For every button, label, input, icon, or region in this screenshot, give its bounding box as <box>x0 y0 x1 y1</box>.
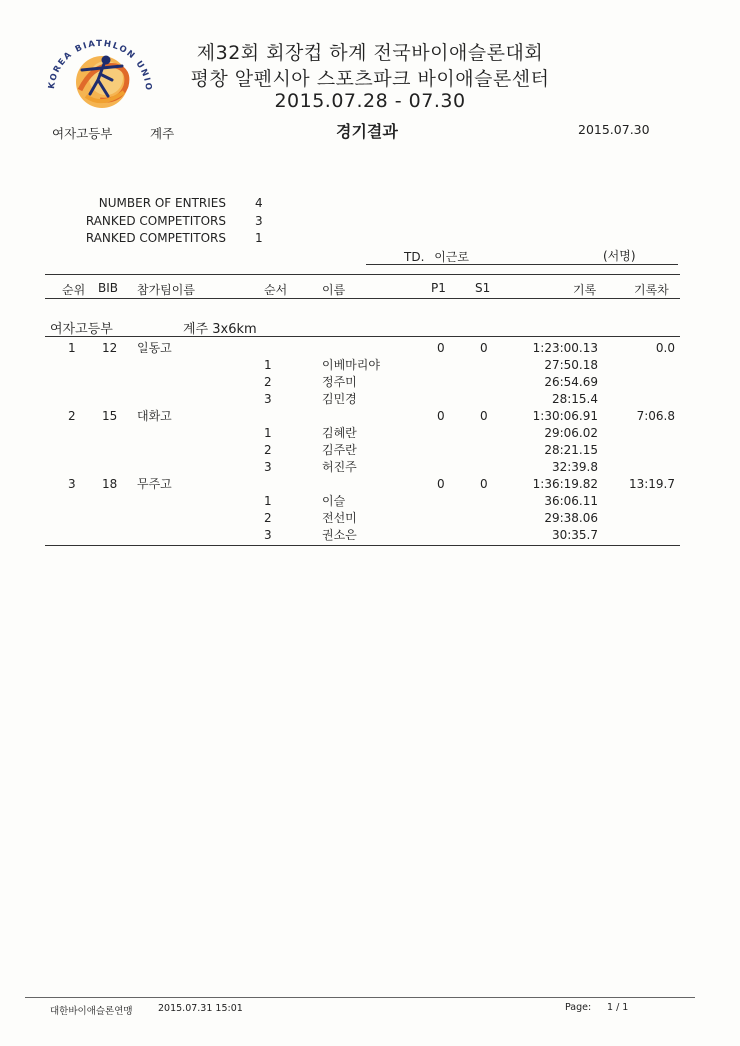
leg-name: 허진주 <box>322 460 357 474</box>
leg-order: 3 <box>264 528 272 542</box>
leg-row <box>0 493 740 510</box>
title-line-3: 2015.07.28 - 07.30 <box>274 90 466 112</box>
leg-time: 29:38.06 <box>544 511 598 525</box>
col-p1: P1 <box>431 281 446 295</box>
leg-name: 김혜란 <box>322 426 357 440</box>
footer-rule <box>25 997 695 998</box>
section-category: 여자고등부 <box>50 322 113 337</box>
stat-label: RANKED COMPETITORS <box>85 231 226 245</box>
leg-time: 28:21.15 <box>544 443 598 457</box>
stat-row <box>60 195 280 213</box>
table-bottom-rule <box>45 545 680 546</box>
leg-time: 28:15.4 <box>551 392 598 406</box>
leg-row <box>0 391 740 408</box>
team-name: 일동고 <box>137 341 172 355</box>
team-p1: 0 <box>437 409 445 423</box>
col-bib: BIB <box>98 281 119 295</box>
team-row <box>0 408 740 425</box>
team-s1: 0 <box>480 341 488 355</box>
signature-label: (서명) <box>603 249 636 263</box>
col-name: 이름 <box>322 283 346 297</box>
team-row <box>0 476 740 493</box>
stat-label: RANKED COMPETITORS <box>85 213 226 228</box>
leg-time: 36:06.11 <box>544 494 598 508</box>
leg-order: 2 <box>264 511 272 525</box>
doc-title: 경기결과 <box>336 122 398 141</box>
footer-page-value: 1 / 1 <box>607 1002 629 1013</box>
team-diff: 0.0 <box>655 341 675 355</box>
section-rule <box>45 336 680 337</box>
leg-row <box>0 357 740 374</box>
team-rank: 1 <box>68 341 76 355</box>
header-rule-top <box>45 274 680 275</box>
td-rule <box>366 264 678 265</box>
leg-order: 3 <box>264 460 272 474</box>
leg-row <box>0 527 740 544</box>
col-record: 기록 <box>573 283 597 297</box>
title-line-2: 평창 알펜시아 스포츠파크 바이애슬론센터 <box>190 68 550 90</box>
team-bib: 15 <box>102 409 118 423</box>
leg-row <box>0 442 740 459</box>
leg-row <box>0 510 740 527</box>
title-line-1: 제32회 회장컵 하계 전국바이애슬론대회 <box>196 42 544 64</box>
team-time: 1:36:19.82 <box>532 477 598 491</box>
leg-name: 이베마리야 <box>322 358 380 372</box>
stat-value: 4 <box>255 196 263 210</box>
leg-time: 32:39.8 <box>551 460 598 474</box>
team-diff: 13:19.7 <box>628 477 675 491</box>
leg-order: 2 <box>264 443 272 457</box>
stat-value: 1 <box>255 231 263 245</box>
stat-value: 3 <box>255 213 263 228</box>
footer-printed: 2015.07.31 15:01 <box>158 1003 243 1014</box>
entry-stats <box>60 195 280 248</box>
col-s1: S1 <box>475 281 491 295</box>
leg-name: 전선미 <box>322 511 357 525</box>
leg-name: 김주란 <box>322 443 357 457</box>
col-rank: 순위 <box>62 283 86 297</box>
td-label <box>404 248 469 265</box>
team-name: 대화고 <box>137 409 172 423</box>
col-team: 참가팀이름 <box>137 283 195 297</box>
leg-row <box>0 459 740 476</box>
result-date: 2015.07.30 <box>578 122 650 137</box>
team-diff: 7:06.8 <box>636 409 675 423</box>
leg-order: 1 <box>264 494 272 508</box>
section-event: 계주 3x6km <box>183 322 257 337</box>
team-bib: 12 <box>102 341 118 355</box>
team-time: 1:30:06.91 <box>532 409 598 423</box>
team-p1: 0 <box>437 477 445 491</box>
leg-row <box>0 425 740 442</box>
leg-name: 김민경 <box>322 392 357 406</box>
stat-row <box>60 230 280 248</box>
team-rank: 3 <box>68 477 76 491</box>
leg-time: 27:50.18 <box>544 358 598 372</box>
discipline-label: 계주 <box>150 126 175 141</box>
leg-order: 2 <box>264 375 272 389</box>
leg-order: 3 <box>264 392 272 406</box>
team-name: 무주고 <box>137 477 172 491</box>
footer-page-label: Page: <box>565 1002 592 1013</box>
team-time: 1:23:00.13 <box>532 341 598 355</box>
col-order: 순서 <box>264 283 288 297</box>
footer-org: 대한바이애슬론연맹 <box>50 1006 133 1017</box>
category-label: 여자고등부 <box>52 126 113 141</box>
team-row <box>0 340 740 357</box>
leg-time: 30:35.7 <box>551 528 598 542</box>
stat-row <box>60 213 280 231</box>
leg-time: 26:54.69 <box>544 375 598 389</box>
results-table <box>0 340 740 545</box>
td-prefix: TD. <box>404 250 425 264</box>
team-s1: 0 <box>480 477 488 491</box>
logo-text: KOREA BIATHLON UNIO <box>46 38 154 93</box>
leg-row <box>0 374 740 391</box>
leg-name: 권소은 <box>322 528 357 542</box>
td-name: 이근로 <box>434 250 469 264</box>
col-diff: 기록차 <box>634 283 669 297</box>
leg-name: 이슬 <box>322 494 346 508</box>
leg-order: 1 <box>264 358 272 372</box>
leg-order: 1 <box>264 426 272 440</box>
leg-time: 29:06.02 <box>544 426 598 440</box>
stat-label: NUMBER OF ENTRIES <box>98 196 226 210</box>
team-p1: 0 <box>437 341 445 355</box>
team-rank: 2 <box>68 409 76 423</box>
kbu-logo <box>42 22 158 114</box>
team-bib: 18 <box>102 477 118 491</box>
header-rule-bottom <box>45 298 680 299</box>
team-s1: 0 <box>480 409 488 423</box>
column-header <box>0 281 740 297</box>
leg-name: 정주미 <box>322 375 357 389</box>
